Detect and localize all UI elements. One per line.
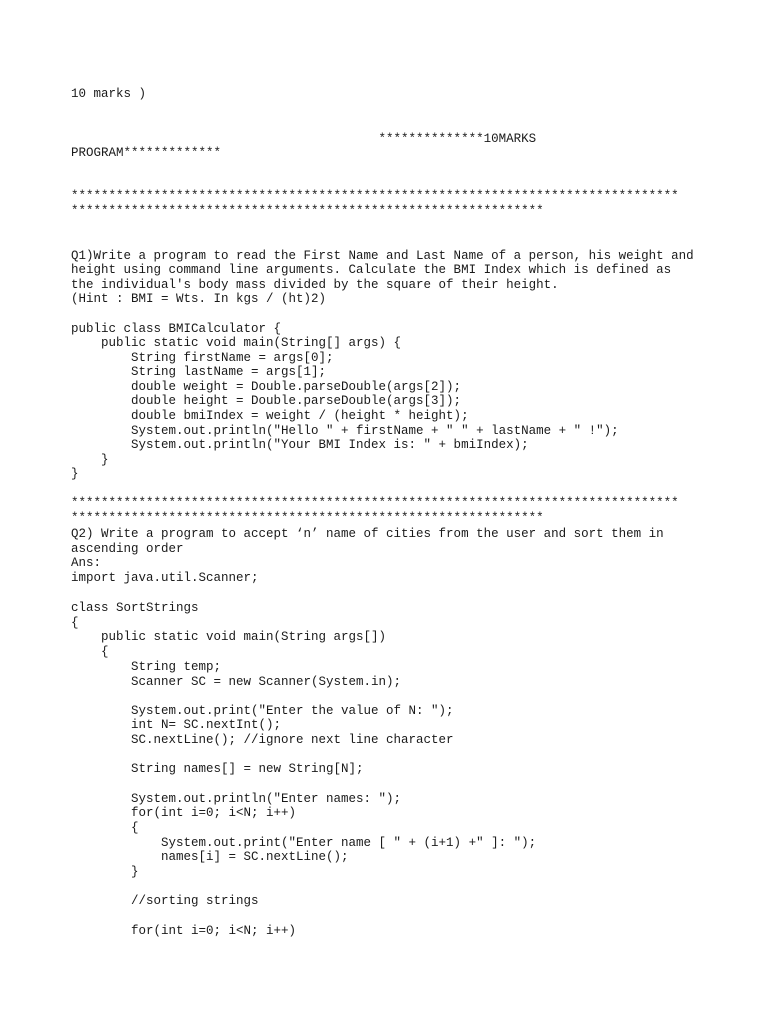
code-line: double bmiIndex = weight / (height * height); (71, 409, 469, 423)
code-line: String temp; (71, 660, 222, 674)
code-line: String lastName = args[1]; (71, 365, 327, 379)
section-header: **************10MARKS (71, 132, 537, 146)
question-2-text: Q2) Write a program to accept ‘n’ name of cities from the user and sort them in (71, 527, 664, 541)
question-1-text: Q1)Write a program to read the First Name and Last Name of a person, his weight and (71, 249, 694, 263)
question-1-text: the individual's body mass divided by the square of their height. (71, 278, 559, 292)
code-line: int N= SC.nextInt(); (71, 718, 282, 732)
code-line: System.out.println("Hello " + firstName + " " + lastName + " !"); (71, 424, 619, 438)
code-line: Scanner SC = new Scanner(System.in); (71, 675, 402, 689)
answer-label: Ans: (71, 556, 102, 570)
code-line: System.out.println("Your BMI Index is: " + bmiIndex); (71, 438, 529, 452)
code-line: System.out.print("Enter the value of N: "); (71, 704, 454, 718)
question-1-text: height using command line arguments. Calculate the BMI Index which is defined as (71, 263, 672, 277)
code-line: { (71, 645, 109, 659)
code-line: System.out.print("Enter name [ " + (i+1) +" ]: "); (71, 836, 537, 850)
code-line: double height = Double.parseDouble(args[3]); (71, 394, 462, 408)
code-line: for(int i=0; i<N; i++) (71, 806, 297, 820)
code-line: public class BMICalculator { (71, 322, 282, 336)
code-line: public static void main(String args[]) (71, 630, 387, 644)
marks-note: 10 marks ) (71, 87, 147, 101)
code-line: SC.nextLine(); //ignore next line character (71, 733, 454, 747)
code-line: String names[] = new String[N]; (71, 762, 364, 776)
separator-line: ********************************************************************************* (71, 496, 679, 510)
code-line: names[i] = SC.nextLine(); (71, 850, 349, 864)
code-line: class SortStrings (71, 601, 199, 615)
question-1-hint: (Hint : BMI = Wts. In kgs / (ht)2) (71, 292, 327, 306)
code-line: import java.util.Scanner; (71, 571, 259, 585)
code-line: for(int i=0; i<N; i++) (71, 924, 297, 938)
code-line: String firstName = args[0]; (71, 351, 334, 365)
code-line: System.out.println("Enter names: "); (71, 792, 402, 806)
code-line: } (71, 453, 109, 467)
separator-line: ********************************************************************************* (71, 189, 679, 203)
separator-line: *************************************************************** (71, 204, 544, 218)
separator-line: *************************************************************** (71, 511, 544, 525)
code-line: { (71, 821, 139, 835)
section-header-cont: PROGRAM************* (71, 146, 222, 160)
question-2-text: ascending order (71, 542, 184, 556)
code-line: public static void main(String[] args) { (71, 336, 402, 350)
code-line: } (71, 865, 139, 879)
code-line: { (71, 616, 79, 630)
code-line: double weight = Double.parseDouble(args[2]); (71, 380, 462, 394)
code-comment: //sorting strings (71, 894, 259, 908)
code-line: } (71, 467, 79, 481)
